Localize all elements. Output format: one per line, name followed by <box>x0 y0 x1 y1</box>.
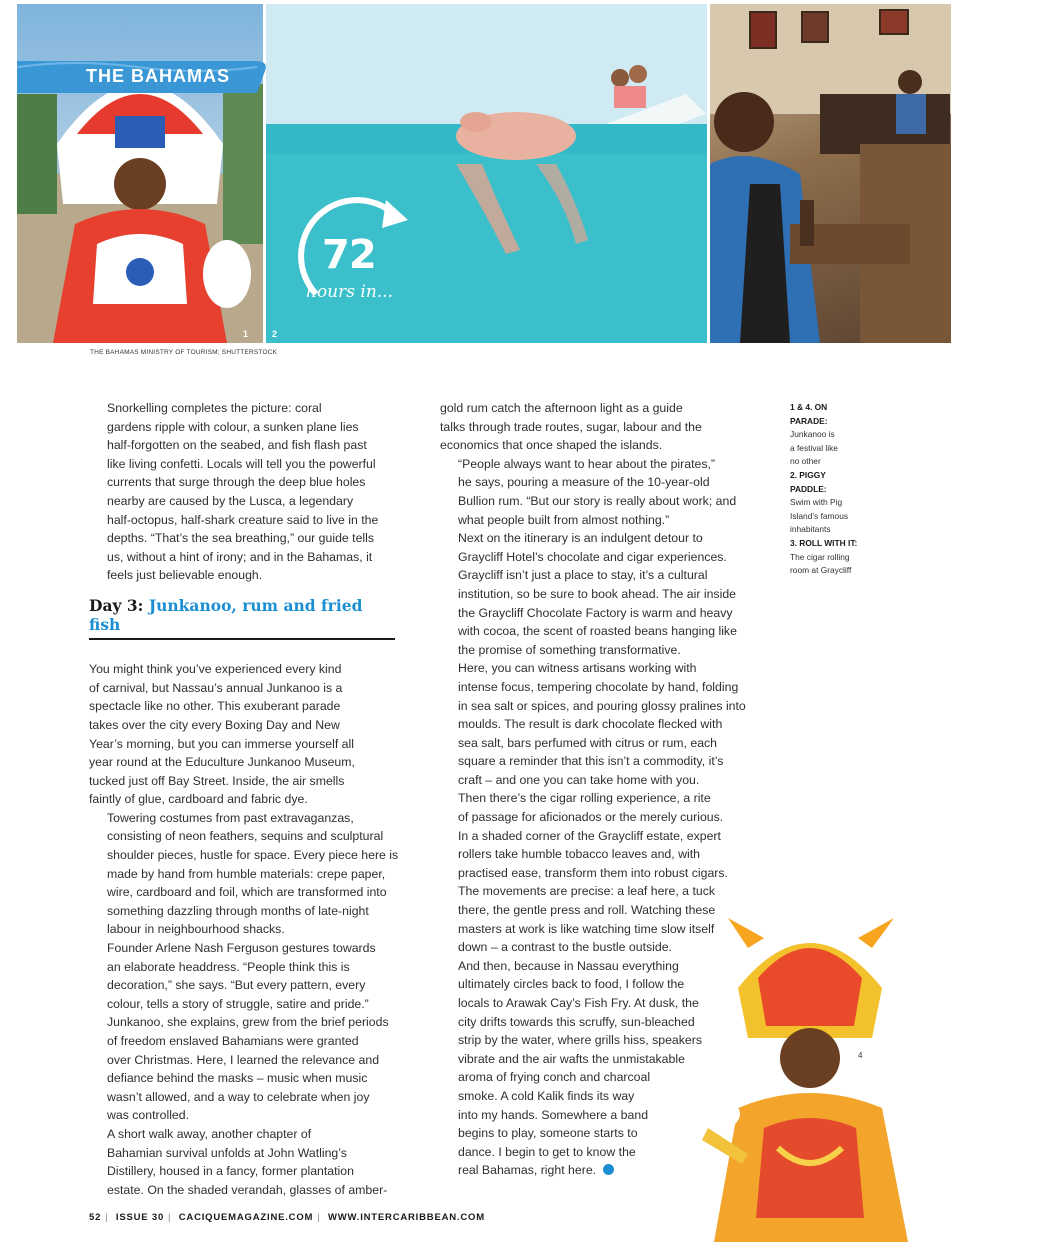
caption-text: room at Graycliff <box>790 565 852 576</box>
text-line: sea salt, bars perfumed with citrus or rum, each <box>458 735 718 750</box>
caption-text: Junkanoo is <box>790 429 835 440</box>
photo-captions <box>790 401 890 578</box>
heading-topic: Junkanoo, rum and fried fish <box>89 595 363 634</box>
text-line: decoration,” she says. “But every pattern, every <box>107 978 366 993</box>
text-line: Bullion rum. “But our story is really about work; and <box>458 493 737 508</box>
text-line: ultimately circles back to food, I follow the <box>458 977 685 992</box>
text-line: estate. On the shaded verandah, glasses of amber- <box>107 1182 388 1197</box>
body-paragraph <box>89 939 411 1125</box>
caption <box>790 537 890 578</box>
text-line: of freedom enslaved Bahamians were granted <box>107 1034 359 1048</box>
text-line: wasn’t allowed, and a way to celebrate when joy <box>107 1089 370 1104</box>
caption <box>790 469 890 537</box>
text-line: us, without a hint of irony; and in the Bahamas, it <box>107 549 373 564</box>
text-line: Next on the itinerary is an indulgent detour to <box>458 531 703 546</box>
caption-title: 2. PIGGY <box>790 469 826 480</box>
text-line: square a reminder that this isn’t a commodity, it’s <box>458 754 724 769</box>
text-line: like living confetti. Locals will tell you the powerful <box>107 456 376 471</box>
text-line: over Christmas. Here, I learned the relevance and <box>107 1052 380 1067</box>
caption <box>790 401 890 469</box>
airline-site-link[interactable]: WWW.INTERCARIBBEAN.COM <box>327 1212 485 1223</box>
caption-title: PADDLE: <box>790 483 827 494</box>
body-paragraph <box>440 659 763 789</box>
text-line: You might think you’ve experienced every kind <box>89 662 342 677</box>
text-line: Snorkelling completes the picture: coral <box>107 401 322 415</box>
text-line: there, the gentle press and roll. Watching these <box>458 903 716 918</box>
text-line: made by hand from humble materials: crepe paper, <box>107 866 386 881</box>
text-line: institution, so be sure to book ahead. The air inside <box>458 586 736 601</box>
intro-paragraph <box>89 399 411 585</box>
text-line: Junkanoo, she explains, grew from the brief periods <box>107 1015 389 1030</box>
text-line: Year’s morning, but you can immerse yourself all <box>89 736 354 751</box>
cigar-rolling-illustration <box>710 4 951 343</box>
text-line: A short walk away, another chapter of <box>107 1126 312 1141</box>
text-line: In a shaded corner of the Graycliff estate, expert <box>458 828 721 843</box>
text-line: economics that once shaped the islands. <box>440 438 663 453</box>
photo-credit: THE BAHAMAS MINISTRY OF TOURISM; SHUTTERSTOCK <box>90 349 278 356</box>
caption-title: 1 & 4. ON <box>790 402 828 412</box>
body-paragraph <box>89 1125 411 1199</box>
text-line: vibrate and the air wafts the unmistakable <box>458 1051 685 1066</box>
caption-title: 3. ROLL WITH IT: <box>790 537 858 548</box>
text-line: spectacle like no other. This exuberant parade <box>89 699 341 714</box>
text-line: faintly of glue, cardboard and fabric dye. <box>89 792 308 807</box>
body-paragraph <box>440 529 763 659</box>
text-line: half-forgotten on the seabed, and fish flash past <box>107 438 367 453</box>
text-line: rollers take humble tobacco leaves and, with <box>458 847 700 862</box>
text-line: practised ease, transform them into robust cigars. <box>458 865 728 880</box>
text-line: dance. I begin to get to know the <box>458 1144 636 1159</box>
text-line: an elaborate headdress. “People think this is <box>107 959 350 974</box>
text-line: real Bahamas, right here. <box>440 1161 763 1180</box>
badge-subtitle: hours in... <box>306 282 393 302</box>
text-line: colour, tells a story of struggle, satire and pride.” <box>107 996 369 1011</box>
body-paragraph <box>440 399 763 455</box>
text-line: Distillery, housed in a fancy, former plantation <box>107 1164 354 1179</box>
page-footer: 52 | ISSUE 30 | CACIQUEMAGAZINE.COM | WWW.INTERCARIBBEAN.COM <box>89 1212 485 1223</box>
text-line: down – a contrast to the bustle outside. <box>458 940 672 955</box>
text-line: masters at work is like watching time slow itself <box>458 921 715 936</box>
caption-text: a festival like <box>790 442 838 453</box>
text-line: Graycliff Hotel’s chocolate and cigar experiences. <box>458 549 727 564</box>
text-line: with cocoa, the scent of roasted beans hanging like <box>458 624 737 639</box>
text-line: Towering costumes from past extravaganzas, <box>107 810 354 825</box>
text-line: talks through trade routes, sugar, labour and the <box>440 419 702 434</box>
photo-number-1: 1 <box>243 329 249 339</box>
text-line: gold rum catch the afternoon light as a guide <box>440 401 683 415</box>
junkanoo-performer-photo <box>17 4 263 343</box>
text-line: feels just believable enough. <box>107 568 263 583</box>
badge-number: 72 <box>322 232 376 278</box>
text-line: Bahamian survival unfolds at John Watling’s <box>107 1145 347 1160</box>
caption-text: The cigar rolling <box>790 551 850 562</box>
text-line: he says, pouring a measure of the 10-year-old <box>458 475 710 490</box>
text-line: wire, cardboard and foil, which are transformed into <box>107 885 387 900</box>
article-column-1 <box>89 399 411 1199</box>
text-line: consisting of neon feathers, sequins and sculptural <box>107 829 384 844</box>
caption-text: no other <box>790 456 821 467</box>
text-line: And then, because in Nassau everything <box>458 958 679 973</box>
magazine-site-link[interactable]: CACIQUEMAGAZINE.COM <box>178 1212 314 1223</box>
text-line: defiance behind the masks – music when music <box>107 1071 368 1086</box>
text-line: The movements are precise: a leaf here, a tuck <box>458 884 715 899</box>
text-line: year round at the Educulture Junkanoo Museum, <box>89 755 355 770</box>
text-line: depths. “That’s the sea breathing,” our guide tells <box>107 531 375 546</box>
text-line: takes over the city every Boxing Day and New <box>89 717 340 732</box>
text-line: of carnival, but Nassau’s annual Junkanoo is a <box>89 680 343 695</box>
text-line: gardens ripple with colour, a sunken plane lies <box>107 419 359 434</box>
text-line: shoulder pieces, hustle for space. Every piece here is <box>107 848 399 863</box>
text-line: something dazzling through months of late-night <box>107 903 369 918</box>
banner-title: THE BAHAMAS <box>86 66 230 86</box>
caption-text: Swim with Pig <box>790 497 843 508</box>
text-line: was controlled. <box>107 1108 190 1123</box>
text-line: city drifts towards this scruffy, sun-bleached <box>458 1014 695 1029</box>
page-number: 52 <box>89 1212 102 1223</box>
text-line: tucked just off Bay Street. Inside, the air smells <box>89 773 345 788</box>
text-line: currents that surge through the deep blue holes <box>107 475 366 490</box>
junkanoo-dancer-cutout <box>668 918 953 1242</box>
text-line: the promise of something transformative. <box>458 642 681 657</box>
issue-label: ISSUE 30 <box>115 1212 165 1223</box>
text-line: “People always want to hear about the pirates,” <box>458 456 716 471</box>
heading-day: Day 3: <box>89 595 144 615</box>
text-line: into my hands. Somewhere a band <box>458 1107 649 1122</box>
text-line: aroma of frying conch and charcoal <box>458 1070 651 1085</box>
section-heading <box>89 597 395 640</box>
text-line: smoke. A cold Kalik finds its way <box>458 1088 635 1103</box>
junkanoo-performer-illustration <box>17 4 263 343</box>
text-line: craft – and one you can take home with you. <box>458 772 700 787</box>
cigar-rolling-photo <box>710 4 951 343</box>
text-line: of passage for aficionados or the merely curious. <box>458 810 724 825</box>
text-line: in sea salt or spices, and pouring glossy pralines into <box>458 698 746 713</box>
text-line: moulds. The result is dark chocolate flecked with <box>458 717 723 732</box>
text-line: Then there’s the cigar rolling experience, a rite <box>458 791 711 806</box>
text-line: half-octopus, half-shark creature said to live in the <box>107 512 379 527</box>
body-paragraph <box>89 660 411 809</box>
text-line: what people built from almost nothing.” <box>458 512 670 527</box>
text-line: the Graycliff Chocolate Factory is warm and heavy <box>458 605 733 620</box>
text-line: intense focus, tempering chocolate by hand, folding <box>458 679 739 694</box>
text-line: nearby are caused by the Lusca, a legendary <box>107 493 354 508</box>
article-end-icon <box>603 1164 614 1175</box>
text-line: Here, you can witness artisans working with <box>458 661 697 676</box>
caption-text: inhabitants <box>790 524 831 535</box>
text-line: Founder Arlene Nash Ferguson gestures towards <box>107 941 376 956</box>
text-line: strip by the water, where grills hiss, speakers <box>458 1033 702 1048</box>
text-line: begins to play, someone starts to <box>458 1126 638 1141</box>
photo-number-2: 2 <box>272 329 278 339</box>
caption-title: PARADE: <box>790 415 828 426</box>
text-line: locals to Arawak Cay’s Fish Fry. At dusk, the <box>458 996 699 1010</box>
photo-number-4: 4 <box>858 1051 863 1060</box>
text-line: labour in neighbourhood shacks. <box>107 922 285 937</box>
column-1-body <box>89 660 411 1199</box>
body-paragraph <box>440 455 763 529</box>
caption-text: Island’s famous <box>790 510 849 521</box>
text-line: Graycliff isn’t just a place to stay, it’s a cultural <box>458 568 708 583</box>
body-paragraph <box>89 809 411 939</box>
